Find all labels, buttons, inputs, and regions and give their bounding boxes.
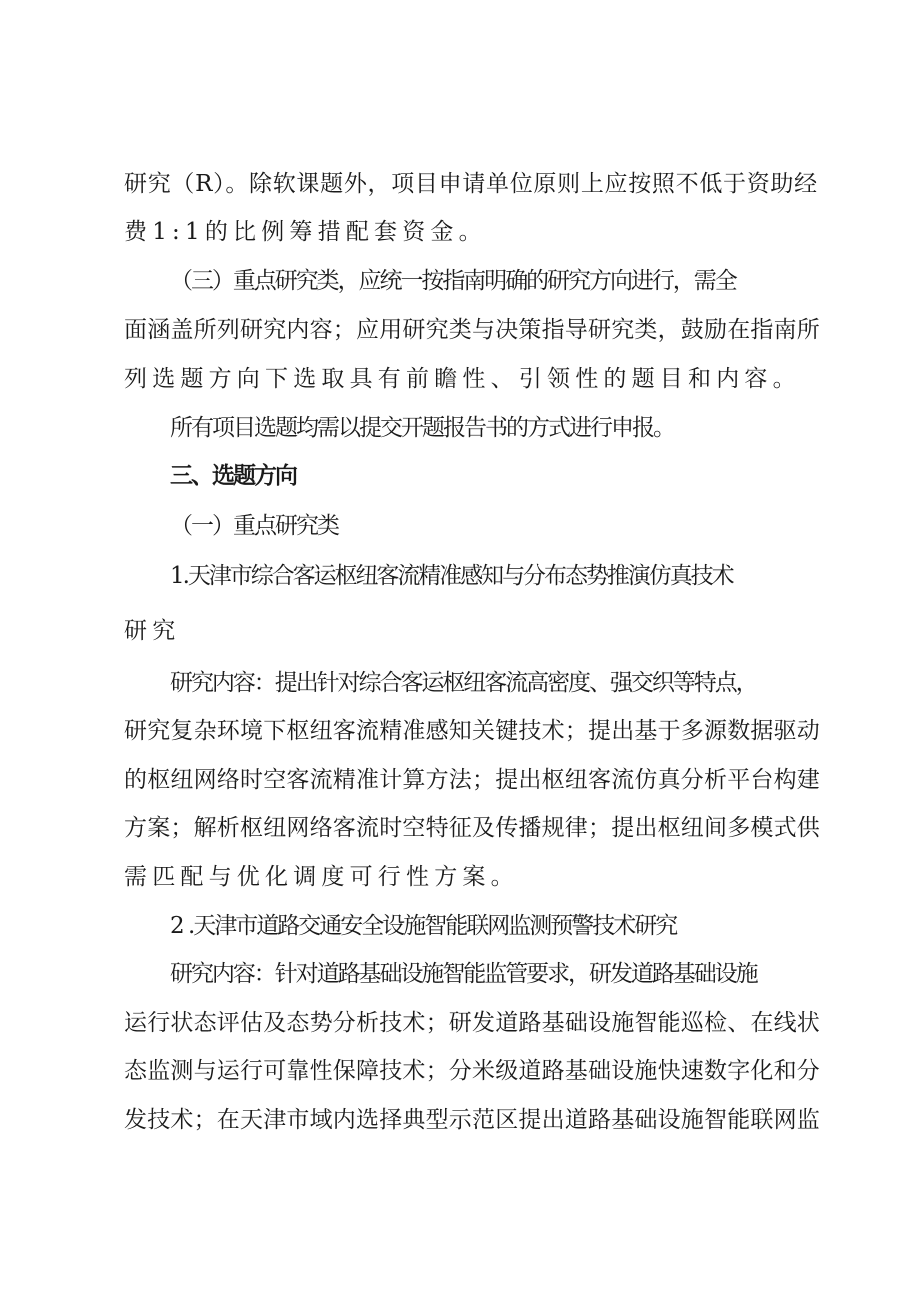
body-text-line: 研究（R）。除软课题外，项目申请单位原则上应按照不低于资助经 (124, 171, 818, 197)
body-text-line: 运行状态评估及态势分析技术；研发道路基础设施智能巡检、在线状 (124, 1010, 820, 1036)
body-text-line: 研究复杂环境下枢纽客流精准感知关键技术；提出基于多源数据驱动 (124, 718, 820, 744)
body-text-line: 列选题方向下选取具有前瞻性、引领性的题目和内容。 (124, 366, 801, 392)
paragraph-first-line: （三）重点研究类，应统一按指南明确的研究方向进行，需全 (170, 268, 736, 294)
paragraph-first-line: 研究内容：提出针对综合客运枢纽客流高密度、强交织等特点， (170, 670, 757, 696)
topic-title-line: 研究 (124, 618, 181, 644)
topic-title-line: 1.天津市综合客运枢纽客流精准感知与分布态势推演仿真技术 (170, 563, 733, 589)
body-text-line: 发技术；在天津市域内选择典型示范区提出道路基础设施智能联网监 (124, 1107, 820, 1133)
paragraph-first-line: 研究内容：针对道路基础设施智能监管要求，研发道路基础设施 (170, 961, 757, 987)
body-text-line: 费1:1的比例筹措配套资金。 (124, 219, 487, 245)
subsection-heading: （一）重点研究类 (170, 513, 338, 539)
body-text-line: 的枢纽网络时空客流精准计算方法；提出枢纽客流仿真分析平台构建 (124, 767, 820, 793)
body-text-line: 需匹配与优化调度可行性方案。 (124, 864, 519, 890)
paragraph-first-line: 所有项目选题均需以提交开题报告书的方式进行申报。 (170, 415, 674, 441)
body-text-line: 态监测与运行可靠性保障技术；分米级道路基础设施快速数字化和分 (124, 1058, 820, 1084)
body-text-line: 面涵盖所列研究内容；应用研究类与决策指导研究类，鼓励在指南所 (124, 317, 820, 343)
body-text-line: 方案；解析枢纽网络客流时空特征及传播规律；提出枢纽间多模式供 (124, 815, 820, 841)
topic-title-line: 2 .天津市道路交通安全设施智能联网监测预警技术研究 (170, 913, 677, 939)
section-heading: 三、选题方向 (170, 463, 296, 489)
